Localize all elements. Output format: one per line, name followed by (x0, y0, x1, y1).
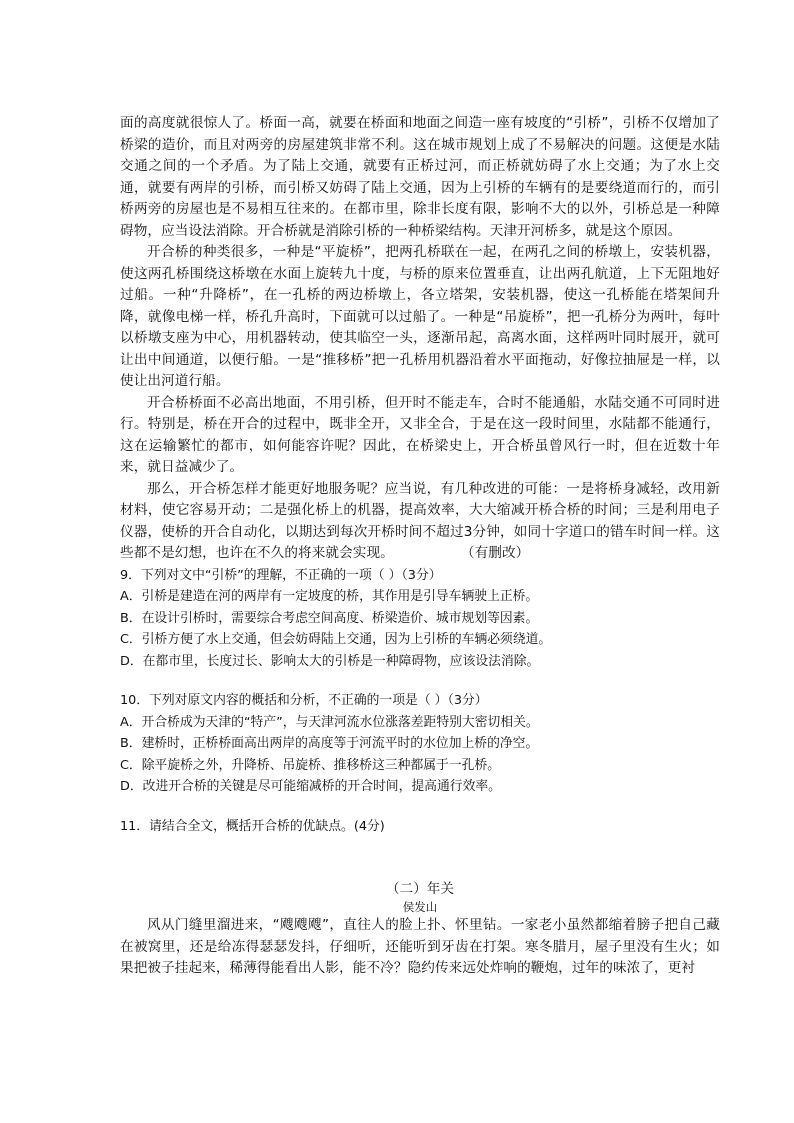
question-9-option-b: B．在设计引桥时，需要综合考虑空间高度、桥梁造价、城市规划等因素。 (120, 610, 539, 626)
question-9-option-d: D．在都市里，长度过长、影响太大的引桥是一种障碍物，应该设法消除。 (120, 653, 540, 669)
question-9-stem: 9．下列对文中“引桥”的理解，不正确的一项（ ）（3分） (120, 567, 442, 583)
question-9-option-a: A．引桥是建造在河的两岸有一定坡度的桥，其作用是引导车辆驶上正桥。 (120, 589, 539, 604)
question-10-stem: 10．下列对原文内容的概括和分析，不正确的一项是（ ）（3分） (120, 693, 488, 708)
passage-paragraph-3: 开合桥桥面不必高出地面，不用引桥，但开时不能走车，合时不能通船，水陆交通不可同时进行。特别是，桥在开合的过程中，既非全开，又非全合，于是在这一段时间里，水陆都不能通行，这在运输繁忙的都市，如何能容许呢？因此，在桥梁史上，开合桥虽曾风行一时，但在近数十年来，就日益减少了。 (120, 394, 720, 475)
section-2-paragraph: 风从门缝里溜进来，“飕飕飕”，直往人的脸上扑、怀里钻。一家老小虽然都缩着膀子把自己藏在被窝里，还是给冻得瑟瑟发抖，仔细听，还能听到牙齿在打架。寒冬腊月，屋子里没有生火；如果把被子挂起来，稀薄得能看出人影，能不冷？隐约传来远处炸响的鞭炮，过年的味浓了，更衬 (120, 917, 720, 976)
section-2 (120, 879, 720, 980)
question-10 (120, 690, 720, 798)
question-9 (120, 565, 720, 673)
document-content (120, 113, 720, 980)
question-10-option-a: A．开合桥成为天津的“特产”，与天津河流水位涨落差距特别大密切相关。 (120, 714, 539, 730)
section-2-author: 侯发山 (402, 900, 438, 914)
question-10-option-c: C．除平旋桥之外，升降桥、吊旋桥、推移桥这三种都属于一孔桥。 (120, 757, 501, 773)
passage-paragraph-4 (120, 479, 720, 565)
spacer (120, 837, 720, 879)
question-11-stem: 11．请结合全文，概括开合桥的优缺点。(4分) (120, 818, 385, 834)
question-11 (120, 816, 720, 838)
question-10-option-b: B．建桥时，正桥桥面高出两岸的高度等于河流平时的水位加上桥的净空。 (120, 736, 539, 751)
passage-paragraph-4-text: 那么，开合桥怎样才能更好地服务呢？应当说，有几种改进的可能：一是将桥身减轻，改用新材料，使它容易开动；二是强化桥上的机器，提高效率，大大缩减开桥合桥的时间；三是利用电子仪器，使桥的开合自动化，以期达到每次开桥时间不超过3分钟，如同十字道口的错车时间一样。这些都不是幻想，也许在不久的将来就会实现。 (120, 480, 720, 561)
source-note: （有删改） (460, 545, 530, 561)
passage-paragraph-2: 开合桥的种类很多，一种是“平旋桥”，把两孔桥联在一起，在两孔之间的桥墩上，安装机器，使这两孔桥围绕这桥墩在水面上旋转九十度，与桥的原来位置垂直，让出两孔航道，上下无阻地好过船。一种“升降桥”，在一孔桥的两边桥墩上，各立塔架，安装机器，使这一孔桥能在塔架间升降，就像电梯一样，桥孔升高时，下面就可以过船了。一种是“吊旋桥”，把一孔桥分为两叶，每叶以桥墩支座为中心，用机器转动，使其临空一头，逐渐吊起，高离水面，这样两叶同时展开，就可让出中间通道，以便行船。一是“推移桥”把一孔桥用机器沿着水平面拖动，好像拉抽屉是一样，以使让出河道行船。 (120, 244, 720, 389)
question-9-option-c: C．引桥方便了水上交通，但会妨碍陆上交通，因为上引桥的车辆必须绕道。 (120, 632, 552, 647)
passage-paragraph-1: 面的高度就很惊人了。桥面一高，就要在桥面和地面之间造一座有坡度的“引桥”，引桥不仅增加了桥梁的造价，而且对两旁的房屋建筑非常不利。这在城市规划上成了不易解决的问题。这便是水陆交通之间的一个矛盾。为了陆上交通，就要有正桥过河，而正桥就妨碍了水上交通；为了水上交通，就要有两岸的引桥，而引桥又妨碍了陆上交通，因为上引桥的车辆有的是要绕道而行的，而引桥两旁的房屋也是不易相互往来的。在都市里，除非长度有限，影响不大的以外，引桥总是一种障碍物，应当设法消除。开合桥就是消除引桥的一种桥梁结构。天津开河桥多，就是这个原因。 (120, 115, 720, 239)
section-2-title: （二）年关 (386, 881, 454, 897)
spacer (120, 798, 720, 816)
spacer (120, 672, 720, 690)
question-10-option-d: D．改进开合桥的关键是尽可能缩减桥的开合时间，提高通行效率。 (120, 779, 501, 794)
